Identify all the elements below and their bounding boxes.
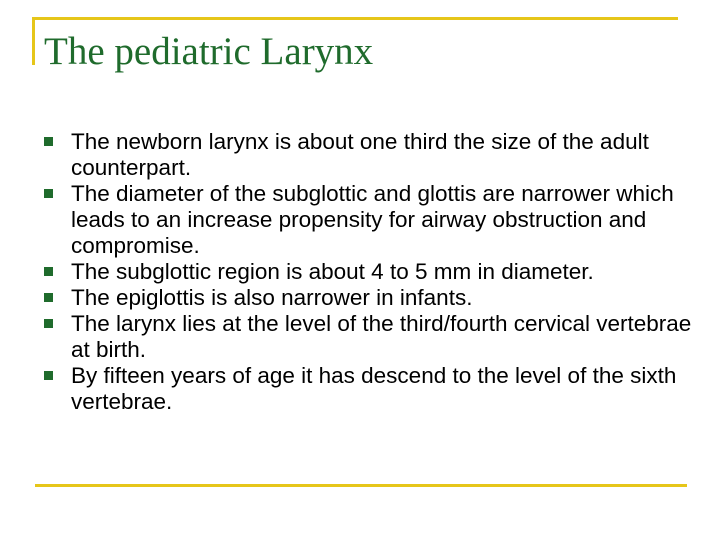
square-bullet-icon xyxy=(44,189,53,198)
bullet-list xyxy=(44,129,694,415)
bullet-text: The epiglottis is also narrower in infants. xyxy=(71,285,473,310)
bullet-item xyxy=(44,259,694,285)
bullet-item xyxy=(44,363,694,415)
slide-title: The pediatric Larynx xyxy=(44,30,374,73)
bullet-text: The diameter of the subglottic and glottis are narrower which leads to an increase propensity for airway obstruction and compromise. xyxy=(71,181,674,258)
frame-bottom-rule xyxy=(35,484,687,487)
frame-left-rule xyxy=(32,17,35,65)
bullet-item xyxy=(44,129,694,181)
bullet-text: The larynx lies at the level of the third/fourth cervical vertebrae at birth. xyxy=(71,311,692,362)
bullet-item xyxy=(44,181,694,259)
bullet-text: The subglottic region is about 4 to 5 mm in diameter. xyxy=(71,259,594,284)
bullet-text: The newborn larynx is about one third the size of the adult counterpart. xyxy=(71,129,649,180)
bullet-item xyxy=(44,311,694,363)
square-bullet-icon xyxy=(44,319,53,328)
square-bullet-icon xyxy=(44,137,53,146)
square-bullet-icon xyxy=(44,371,53,380)
bullet-item xyxy=(44,285,694,311)
frame-top-rule xyxy=(32,17,678,20)
square-bullet-icon xyxy=(44,267,53,276)
square-bullet-icon xyxy=(44,293,53,302)
bullet-text: By fifteen years of age it has descend to the level of the sixth vertebrae. xyxy=(71,363,677,414)
